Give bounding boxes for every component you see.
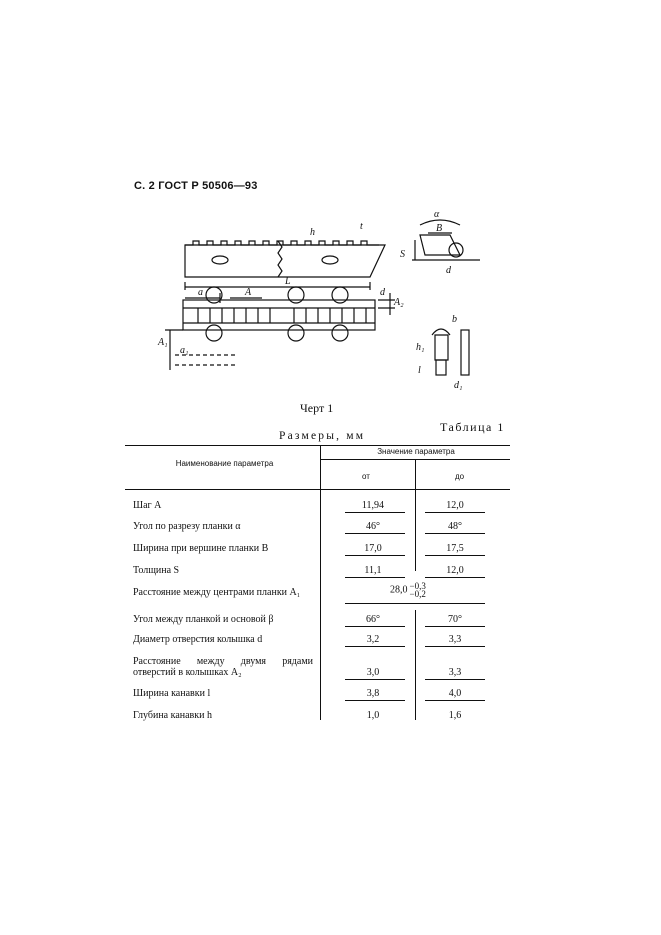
row-label: Расстояние между центрами планки A₁ <box>133 587 301 598</box>
col-divider-2b <box>415 489 416 571</box>
header-value: Значение параметра <box>377 447 455 456</box>
label-S: S <box>400 249 405 260</box>
tol-upper: −0,3 <box>409 581 426 591</box>
tolerance <box>410 582 426 598</box>
cell-rule <box>345 679 405 680</box>
cell-to: 12,0 <box>446 500 464 511</box>
row-label: Угол по разрезу планки α <box>133 521 241 532</box>
label-L: L <box>285 276 291 287</box>
row-label: Глубина канавки h <box>133 710 212 721</box>
label-d-left: d <box>380 287 385 298</box>
cell-from: 46° <box>366 521 380 532</box>
label-h: h <box>310 227 315 238</box>
cell-rule <box>425 646 485 647</box>
cell-rule <box>425 533 485 534</box>
cell-to: 4,0 <box>448 688 462 699</box>
cell-from: 11,1 <box>364 565 382 576</box>
col-divider-2c <box>415 610 416 720</box>
label-t: t <box>360 221 363 232</box>
cell-rule <box>345 512 405 513</box>
cell-rule <box>345 577 405 578</box>
label-A1: A₁ <box>158 337 168 348</box>
cell-from: 3,0 <box>366 667 380 678</box>
header-to: до <box>455 472 465 481</box>
cell-from: 11,94 <box>361 500 385 511</box>
header-param: Наименование параметра <box>175 459 274 468</box>
row-label: Расстояние между двумя рядами отверстий в колышках A₂ <box>133 656 313 678</box>
cell-to: 17,5 <box>446 543 464 554</box>
header-from: от <box>362 472 370 481</box>
cell-rule <box>345 555 405 556</box>
cell-to: 3,3 <box>448 667 462 678</box>
row-label: Шаг A <box>133 500 162 511</box>
table-title: Размеры, мм <box>279 430 366 442</box>
row-label: Ширина канавки l <box>133 688 211 699</box>
cell-to: 3,3 <box>448 634 462 645</box>
cell-rule <box>425 577 485 578</box>
cell-rule <box>425 626 485 627</box>
cell-rule <box>425 512 485 513</box>
cell-merged <box>390 582 426 598</box>
cell-rule <box>345 603 485 604</box>
label-h1: h₁ <box>416 342 425 353</box>
cell-rule <box>345 533 405 534</box>
page-header: С. 2 ГОСТ Р 50506—93 <box>134 180 258 192</box>
label-d1: d₁ <box>454 380 463 391</box>
cell-rule <box>425 679 485 680</box>
technical-drawing <box>150 205 495 400</box>
label-A2: A₂ <box>394 297 404 308</box>
cell-from: 17,0 <box>364 543 382 554</box>
cell-from: 3,2 <box>366 634 380 645</box>
cell-from: 1,0 <box>366 710 380 721</box>
figure-caption: Черт 1 <box>300 401 334 415</box>
label-l: l <box>418 365 421 376</box>
cell-to: 70° <box>448 614 462 625</box>
cell-rule <box>345 646 405 647</box>
cell-from: 66° <box>366 614 380 625</box>
label-alpha: α <box>434 209 440 220</box>
cell-to: 1,6 <box>448 710 462 721</box>
col-divider-1 <box>320 445 321 720</box>
cell-rule <box>425 700 485 701</box>
merged-value: 28,0 <box>390 584 408 596</box>
tol-lower: −0,2 <box>409 589 426 599</box>
table-top-rule <box>125 445 510 446</box>
col-divider-2 <box>415 459 416 489</box>
table-label: Таблица 1 <box>440 420 505 434</box>
cell-to: 12,0 <box>446 565 464 576</box>
label-a: a <box>198 287 203 298</box>
cell-from: 3,8 <box>366 688 380 699</box>
row-label: Угол между планкой и основой β <box>133 614 274 625</box>
label-b: b <box>452 314 457 325</box>
label-A: A <box>245 287 252 298</box>
row-label: Ширина при вершине планки B <box>133 543 269 554</box>
table-header-rule <box>125 489 510 490</box>
row-label: Диаметр отверстия колышка d <box>133 634 263 645</box>
label-a1: a₁ <box>180 345 189 356</box>
label-d-right: d <box>446 265 451 276</box>
cell-rule <box>425 555 485 556</box>
cell-rule <box>345 700 405 701</box>
cell-rule <box>345 626 405 627</box>
row-label: Толщина S <box>133 565 180 576</box>
cell-to: 48° <box>448 521 462 532</box>
label-B: B <box>436 223 443 234</box>
